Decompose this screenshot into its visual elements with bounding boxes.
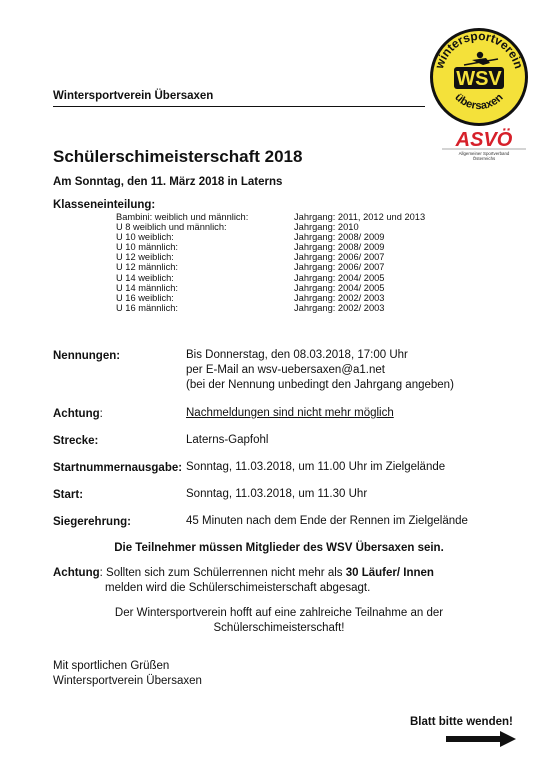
class-name: U 10 weiblich:	[116, 232, 174, 243]
greeting	[53, 659, 202, 689]
greeting-line1: Mit sportlichen Grüßen	[53, 660, 170, 672]
siegerehrung-value: 45 Minuten nach dem Ende der Rennen im Zielgelände	[186, 515, 468, 527]
class-row	[116, 262, 425, 272]
class-year: Jahrgang: 2010	[294, 222, 359, 233]
start-label: Start:	[53, 489, 84, 501]
logo-ring-text: wintersportverein	[432, 28, 526, 71]
startnummer-label: Startnummernausgabe:	[53, 462, 183, 474]
class-year: Jahrgang: 2008/ 2009	[294, 232, 385, 243]
asvo-logo	[438, 126, 530, 164]
class-row	[116, 222, 425, 232]
achtung-label: Achtung:	[53, 408, 103, 420]
turn-page-note: Blatt bitte wenden!	[410, 716, 513, 728]
class-row	[116, 232, 425, 242]
hope-line1: Der Wintersportverein hofft auf eine zahlreiche Teilnahme an der	[114, 607, 444, 619]
class-year: Jahrgang: 2011, 2012 und 2013	[294, 212, 426, 222]
logo-center-text: WSV	[456, 68, 502, 90]
cancellation-threshold: 30 Läufer/ Innen	[345, 567, 434, 579]
cancellation-label: Achtung	[53, 567, 100, 579]
class-name: U 14 männlich:	[116, 282, 179, 293]
organization-name: Wintersportverein Übersaxen	[53, 90, 214, 102]
class-year: Jahrgang: 2008/ 2009	[294, 242, 385, 253]
page-title: Schülerschimeisterschaft 2018	[53, 147, 303, 166]
class-row	[116, 293, 425, 303]
asvo-wordmark: ASVÖ	[455, 129, 513, 151]
wsv-logo	[428, 25, 530, 129]
class-row	[116, 303, 425, 313]
class-row	[116, 273, 425, 283]
class-year: Jahrgang: 2006/ 2007	[294, 252, 385, 263]
header-rule	[53, 106, 425, 107]
cancellation-line2: melden wird die Schülerschimeisterschaft abgesagt.	[105, 582, 371, 594]
start-value: Sonntag, 11.03.2018, um 11.30 Uhr	[186, 488, 368, 500]
strecke-value: Laterns-Gapfohl	[186, 434, 269, 446]
class-year: Jahrgang: 2002/ 2003	[294, 302, 385, 313]
asvo-subtitle-1: Allgemeiner Sportverband	[458, 151, 510, 156]
greeting-signature: Wintersportverein Übersaxen	[53, 675, 202, 687]
class-name: U 8 weiblich und männlich:	[116, 222, 227, 233]
nennungen-details	[186, 348, 454, 393]
class-name: U 16 männlich:	[116, 302, 179, 313]
siegerehrung-label: Siegerehrung:	[53, 516, 131, 528]
class-name: U 12 weiblich:	[116, 252, 174, 263]
nennungen-deadline: Bis Donnerstag, den 08.03.2018, 17:00 Uhr	[186, 349, 408, 361]
hope-line2: Schülerschimeisterschaft!	[213, 622, 345, 634]
class-row	[116, 212, 425, 222]
class-row	[116, 252, 425, 262]
nennungen-label: Nennungen:	[53, 350, 121, 362]
class-name: Bambini: weiblich und männlich:	[116, 212, 249, 222]
arrow-right-icon	[446, 731, 516, 747]
class-name: U 16 weiblich:	[116, 292, 174, 303]
nennungen-email: per E-Mail an wsv-uebersaxen@a1.net	[186, 364, 385, 376]
class-name: U 14 weiblich:	[116, 272, 174, 283]
cancellation-notice	[53, 566, 434, 596]
class-row	[116, 242, 425, 252]
strecke-label: Strecke:	[53, 435, 99, 447]
class-year: Jahrgang: 2002/ 2003	[294, 292, 385, 303]
membership-notice: Die Teilnehmer müssen Mitglieder des WSV Übersaxen sein.	[114, 542, 444, 554]
asvo-subtitle-2: Österreichs	[472, 156, 496, 161]
class-year: Jahrgang: 2006/ 2007	[294, 262, 385, 273]
logo-bottom-text: übersaxen	[452, 91, 506, 113]
class-name: U 12 männlich:	[116, 262, 179, 273]
classes-list	[116, 212, 425, 313]
class-year: Jahrgang: 2004/ 2005	[294, 282, 385, 293]
closing-hope	[0, 606, 558, 636]
cancellation-text: : Sollten sich zum Schülerrennen nicht mehr als	[99, 567, 346, 579]
classes-heading: Klasseneinteilung:	[53, 199, 156, 211]
class-row	[116, 283, 425, 293]
class-year: Jahrgang: 2004/ 2005	[294, 272, 385, 283]
class-name: U 10 männlich:	[116, 242, 179, 253]
achtung-value: Nachmeldungen sind nicht mehr möglich	[186, 407, 394, 419]
startnummer-value: Sonntag, 11.03.2018, um 11.00 Uhr im Zielgelände	[186, 461, 446, 473]
event-date-line: Am Sonntag, den 11. März 2018 in Laterns	[53, 176, 283, 188]
nennungen-note: (bei der Nennung unbedingt den Jahrgang angeben)	[186, 379, 454, 391]
